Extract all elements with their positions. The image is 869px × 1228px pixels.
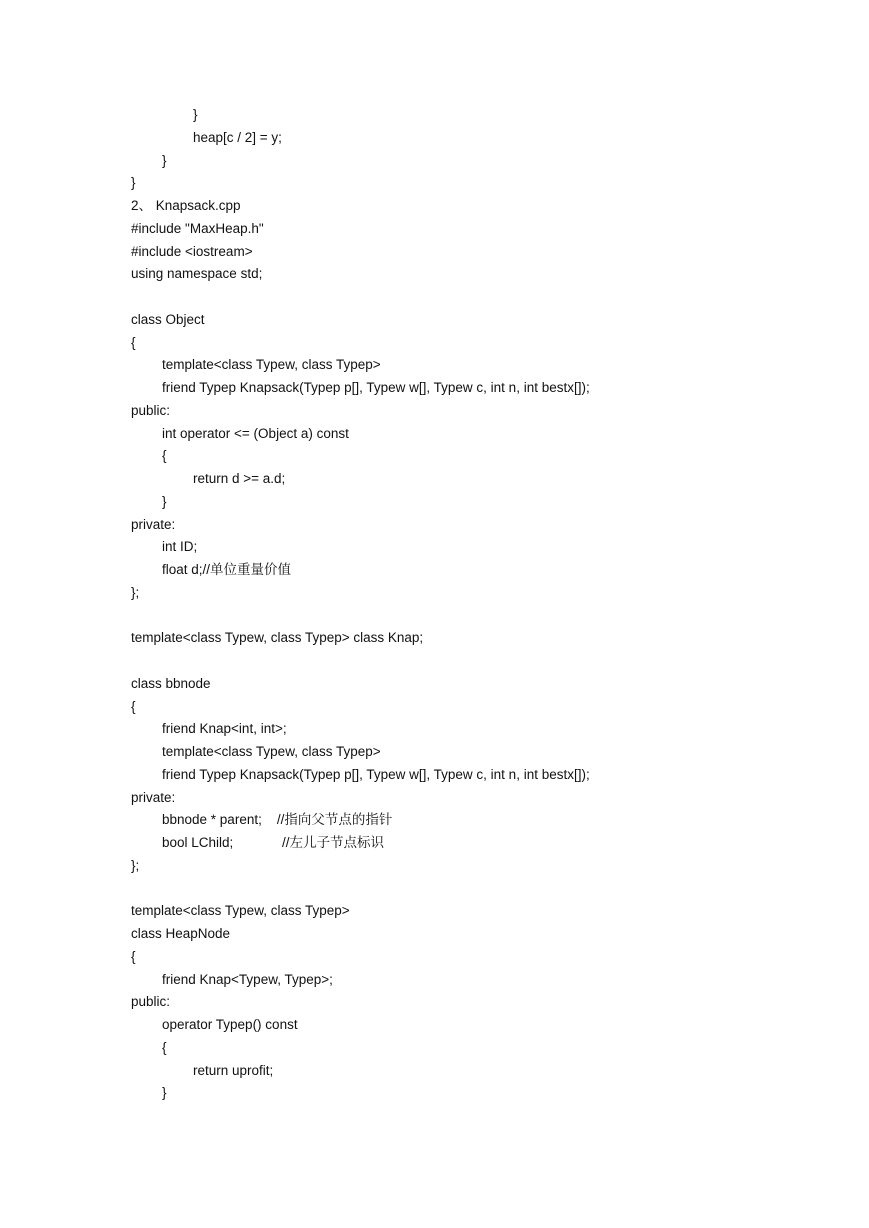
code-line: #include <iostream> (131, 243, 253, 259)
code-line: public: (131, 402, 171, 418)
code-line: friend Knap<int, int>; (162, 721, 287, 737)
code-line: class Object (131, 311, 205, 327)
code-line: #include "MaxHeap.h" (131, 220, 264, 236)
blank-line (131, 650, 590, 673)
code-line: }; (131, 857, 140, 873)
code-line: int operator <= (Object a) const (162, 425, 349, 441)
code-line: private: (131, 516, 176, 532)
code-line: 2、 Knapsack.cpp (131, 198, 241, 213)
code-listing (131, 104, 590, 1105)
code-line: return d >= a.d; (193, 471, 286, 486)
blank-line (131, 878, 590, 901)
code-line: using namespace std; (131, 266, 263, 282)
code-line: float d;//单位重量价值 (162, 562, 292, 577)
blank-line (131, 605, 590, 628)
code-line: friend Typep Knapsack(Typep p[], Typew w[], Typew c, int n, int bestx[]); (162, 380, 590, 395)
code-line: { (131, 948, 136, 964)
code-line: bool LChild; //左儿子节点标识 (162, 835, 385, 850)
code-line: class bbnode (131, 675, 211, 691)
code-line: heap[c / 2] = y; (193, 129, 282, 145)
code-line: friend Typep Knapsack(Typep p[], Typew w[], Typew c, int n, int bestx[]); (162, 766, 590, 782)
code-line: } (162, 1085, 167, 1101)
code-line: }; (131, 584, 140, 600)
code-line: class HeapNode (131, 926, 231, 941)
code-line: public: (131, 994, 171, 1010)
blank-line (131, 286, 590, 309)
code-line: } (162, 152, 167, 168)
code-line: { (131, 698, 136, 714)
code-line: private: (131, 789, 176, 805)
code-line: } (131, 175, 136, 191)
code-line: { (162, 1039, 167, 1055)
code-line: template<class Typew, class Typep> (162, 744, 381, 759)
code-line: { (162, 448, 167, 464)
code-line: template<class Typew, class Typep> (162, 357, 381, 373)
code-line: bbnode * parent; //指向父节点的指针 (162, 812, 393, 828)
code-line: template<class Typew, class Typep> (131, 903, 350, 919)
code-line: { (131, 334, 136, 350)
code-line: int ID; (162, 539, 198, 555)
code-line: friend Knap<Typew, Typep>; (162, 971, 333, 987)
code-line: } (193, 107, 198, 122)
code-line: operator Typep() const (162, 1017, 298, 1032)
code-line: template<class Typew, class Typep> class Knap; (131, 630, 424, 646)
code-line: return uprofit; (193, 1062, 274, 1078)
code-line: } (162, 493, 167, 509)
